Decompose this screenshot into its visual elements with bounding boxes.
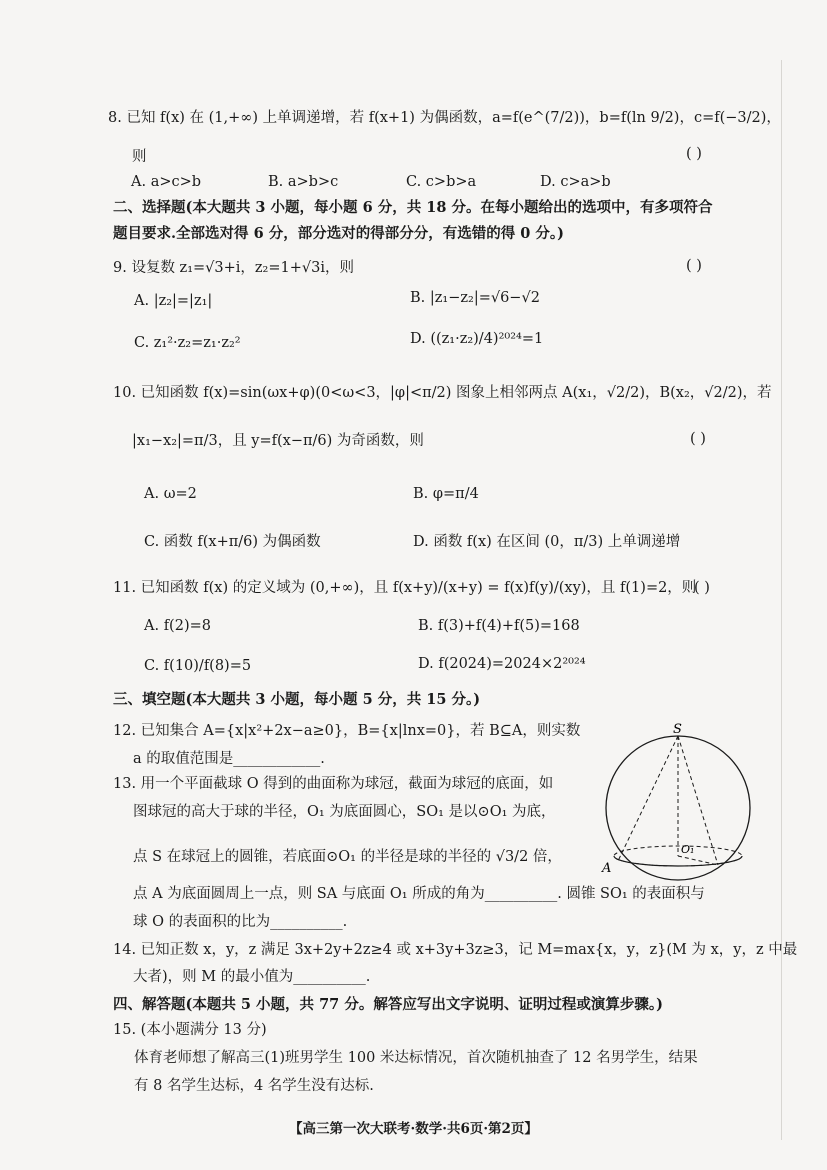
q14-line2: 大者)，则 M 的最小值为__________. [133,969,371,985]
q8-option-b: B. a>b>c [268,174,339,190]
q11-option-d: D. f(2024)=2024×2²⁰²⁴ [418,656,586,672]
q13-line1: 13. 用一个平面截球 O 得到的曲面称为球冠，截面为球冠的底面，如 [113,776,554,792]
q8-stem: 8. 已知 f(x) 在 (1,+∞) 上单调递增，若 f(x+1) 为偶函数，a=f(e^(7/2))，b=f(ln 9/2)，c=f(−3/2)， [108,110,781,126]
q8-answer-paren: ( ) [686,146,702,162]
cone-edge-left [618,736,678,861]
section2-heading: 二、选择题(本大题共 3 小题，每小题 6 分，共 18 分。在每小题给出的选项中，有多项符合 [113,199,713,216]
q15-line3: 有 8 名学生达标，4 名学生没有达标. [134,1078,374,1094]
q9-option-a: A. |z₂|=|z₁| [134,293,213,309]
q13-line2: 图球冠的高大于球的半径，O₁ 为底面圆心，SO₁ 是以⊙O₁ 为底， [133,804,556,820]
q13-line4: 点 A 为底面圆周上一点，则 SA 与底面 O₁ 所成的角为__________. 圆锥 SO₁ 的表面积与 [133,886,705,902]
q8-stem-cont: 则 [132,149,147,165]
q15-line1: 15. (本小题满分 13 分) [113,1022,267,1038]
label-a: A [602,861,612,876]
q11-option-a: A. f(2)=8 [144,618,211,634]
base-radius [678,856,718,865]
q11-stem: 11. 已知函数 f(x) 的定义域为 (0,+∞)，且 f(x+y)/(x+y) = f(x)f(y)/(xy)，且 f(1)=2，则 [113,580,697,596]
q10-stem-cont: |x₁−x₂|=π/3，且 y=f(x−π/6) 为奇函数，则 [132,433,424,449]
q10-answer-paren: ( ) [690,431,706,447]
q9-answer-paren: ( ) [686,258,702,274]
q9-option-c: C. z₁²·z₂=z₁·z₂² [134,335,241,351]
q12-line2: a 的取值范围是____________. [133,751,325,767]
q14-line1: 14. 已知正数 x，y，z 满足 3x+2y+2z≥4 或 x+3y+3z≥3，记 M=max{x，y，z}(M 为 x，y，z 中最 [113,942,798,958]
q10-option-d: D. 函数 f(x) 在区间 (0，π/3) 上单调递增 [413,534,681,550]
page-edge-shadow [781,60,782,1140]
q11-option-b: B. f(3)+f(4)+f(5)=168 [418,618,580,634]
q9-option-d: D. ((z₁·z₂)/4)²⁰²⁴=1 [410,331,544,347]
page-footer: 【高三第一次大联考·数学·共6页·第2页】 [289,1121,538,1137]
q10-option-b: B. φ=π/4 [413,486,479,502]
label-s: S [673,722,682,737]
q8-option-a: A. a>c>b [131,174,202,190]
q9-option-b: B. |z₁−z₂|=√6−√2 [410,290,540,306]
q13-line3: 点 S 在球冠上的圆锥，若底面⊙O₁ 的半径是球的半径的 √3/2 倍， [133,849,562,865]
sphere-cone-figure [596,722,776,882]
label-o1: O₁ [681,843,695,856]
q11-option-c: C. f(10)/f(8)=5 [144,658,252,674]
q11-answer-paren: ( ) [694,580,710,596]
q9-stem: 9. 设复数 z₁=√3+i，z₂=1+√3i，则 [113,260,354,276]
section2-heading-cont: 题目要求.全部选对得 6 分，部分选对的得部分分，有选错的得 0 分。) [113,225,565,242]
section3-heading: 三、填空题(本大题共 3 小题，每小题 5 分，共 15 分。) [113,691,481,708]
section4-heading: 四、解答题(本题共 5 小题，共 77 分。解答应写出文字说明、证明过程或演算步骤。) [113,996,663,1013]
q12-line1: 12. 已知集合 A={x|x²+2x−a≥0}，B={x|lnx=0}，若 B⊆A，则实数 [113,723,581,739]
q10-option-c: C. 函数 f(x+π/6) 为偶函数 [144,534,321,550]
q10-option-a: A. ω=2 [144,486,197,502]
q8-option-d: D. c>a>b [540,174,611,190]
q15-line2: 体育老师想了解高三(1)班男学生 100 米达标情况，首次随机抽查了 12 名男学生，结果 [134,1050,698,1066]
q8-option-c: C. c>b>a [406,174,477,190]
q13-line5: 球 O 的表面积的比为__________. [133,914,348,930]
q10-stem: 10. 已知函数 f(x)=sin(ωx+φ)(0<ω<3，|φ|<π/2) 图象上相邻两点 A(x₁，√2/2)，B(x₂，√2/2)，若 [113,385,772,401]
